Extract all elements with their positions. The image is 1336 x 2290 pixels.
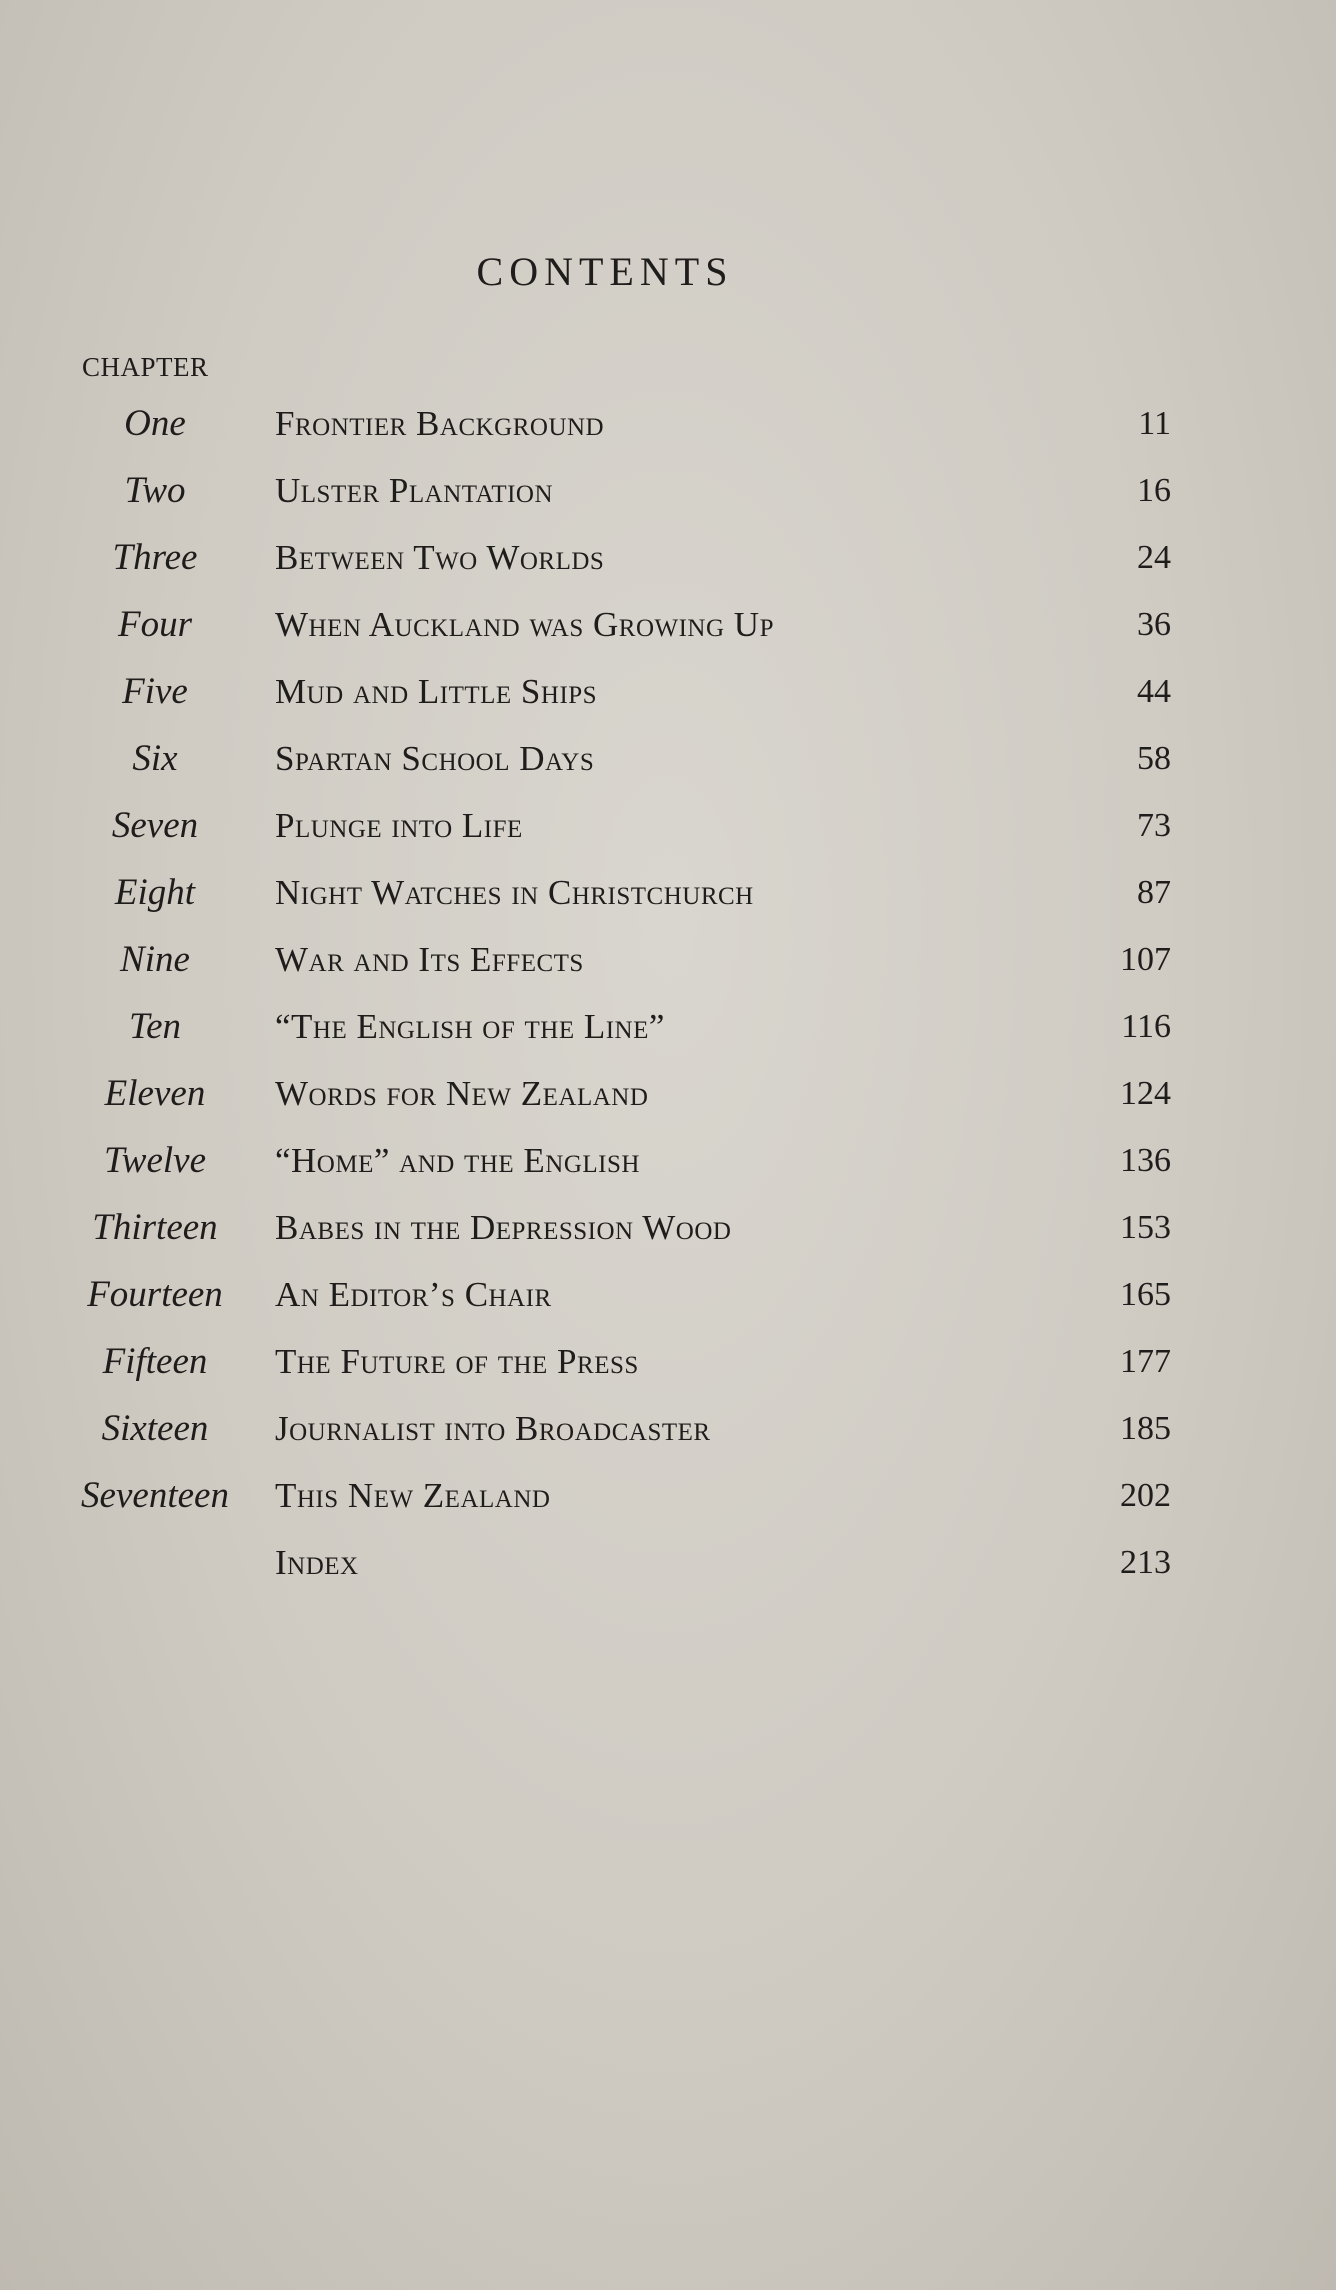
contents-heading: CONTENTS [476, 249, 734, 294]
table-of-contents [0, 396, 1336, 1602]
page-number: 73 [1137, 807, 1171, 844]
toc-row-12 [0, 1133, 1336, 1200]
toc-row-11 [0, 1066, 1336, 1133]
page-number: 24 [1137, 539, 1171, 576]
chapter-number: Two [124, 470, 186, 511]
toc-row-13 [0, 1200, 1336, 1267]
toc-row-7 [0, 798, 1336, 865]
chapter-number: Fifteen [102, 1341, 208, 1382]
toc-row-5 [0, 664, 1336, 731]
chapter-number: Eight [114, 872, 196, 913]
page-number: 11 [1138, 405, 1171, 442]
page-number: 36 [1137, 606, 1171, 643]
chapter-column-label: CHAPTER [82, 352, 209, 382]
page-number: 202 [1120, 1477, 1171, 1514]
chapter-number: Six [132, 738, 178, 779]
chapter-title: Babes in the Depression Wood [275, 1208, 732, 1247]
page-number: 107 [1120, 941, 1171, 978]
chapter-title: Plunge into Life [275, 806, 523, 845]
chapter-title: Mud and Little Ships [275, 672, 598, 711]
page-number: 185 [1120, 1410, 1171, 1447]
chapter-title: “The English of the Line” [275, 1007, 665, 1046]
chapter-number: Thirteen [92, 1207, 218, 1248]
chapter-title: Words for New Zealand [275, 1074, 649, 1113]
toc-row-16 [0, 1401, 1336, 1468]
chapter-number: Twelve [103, 1140, 207, 1181]
chapter-title: Journalist into Broadcaster [275, 1409, 711, 1448]
page-number: 177 [1120, 1343, 1171, 1380]
toc-row-10 [0, 999, 1336, 1066]
page-number: 58 [1137, 740, 1171, 777]
chapter-number: Four [118, 604, 192, 645]
page-number: 165 [1120, 1276, 1171, 1313]
chapter-title: War and Its Effects [275, 940, 584, 979]
chapter-number: Three [112, 537, 198, 578]
toc-row-9 [0, 932, 1336, 999]
page-number: 44 [1137, 673, 1171, 710]
page-number: 116 [1121, 1008, 1171, 1045]
chapter-number: Seventeen [81, 1475, 229, 1516]
chapter-number: Fourteen [87, 1274, 223, 1315]
toc-row-14 [0, 1267, 1336, 1334]
chapter-title: Frontier Background [275, 404, 605, 443]
chapter-number: Seven [111, 805, 199, 846]
chapter-title: Spartan School Days [275, 739, 595, 778]
chapter-title: An Editor’s Chair [275, 1275, 552, 1314]
page-number: 87 [1137, 874, 1171, 911]
toc-row-index [0, 1535, 1336, 1602]
chapter-title: Night Watches in Christchurch [275, 873, 754, 912]
chapter-title: The Future of the Press [275, 1342, 639, 1381]
chapter-number: One [124, 403, 186, 444]
chapter-number: Ten [128, 1006, 182, 1047]
chapter-title: Between Two Worlds [275, 538, 605, 577]
page-number: 213 [1120, 1544, 1171, 1581]
index-title: Index [275, 1543, 359, 1582]
toc-row-17 [0, 1468, 1336, 1535]
toc-row-2 [0, 463, 1336, 530]
chapter-title: When Auckland was Growing Up [275, 605, 774, 644]
chapter-title: “Home” and the English [275, 1141, 640, 1180]
chapter-title: This New Zealand [275, 1476, 551, 1515]
page-number: 136 [1120, 1142, 1171, 1179]
chapter-title: Ulster Plantation [275, 471, 554, 510]
toc-row-6 [0, 731, 1336, 798]
toc-row-3 [0, 530, 1336, 597]
page-number: 153 [1120, 1209, 1171, 1246]
chapter-number: Eleven [104, 1073, 206, 1114]
chapter-number: Sixteen [101, 1408, 209, 1449]
toc-row-4 [0, 597, 1336, 664]
page-number: 16 [1137, 472, 1171, 509]
page-number: 124 [1120, 1075, 1171, 1112]
chapter-number: Nine [120, 939, 190, 980]
toc-row-1 [0, 396, 1336, 463]
toc-row-15 [0, 1334, 1336, 1401]
toc-row-8 [0, 865, 1336, 932]
chapter-number: Five [122, 671, 188, 712]
